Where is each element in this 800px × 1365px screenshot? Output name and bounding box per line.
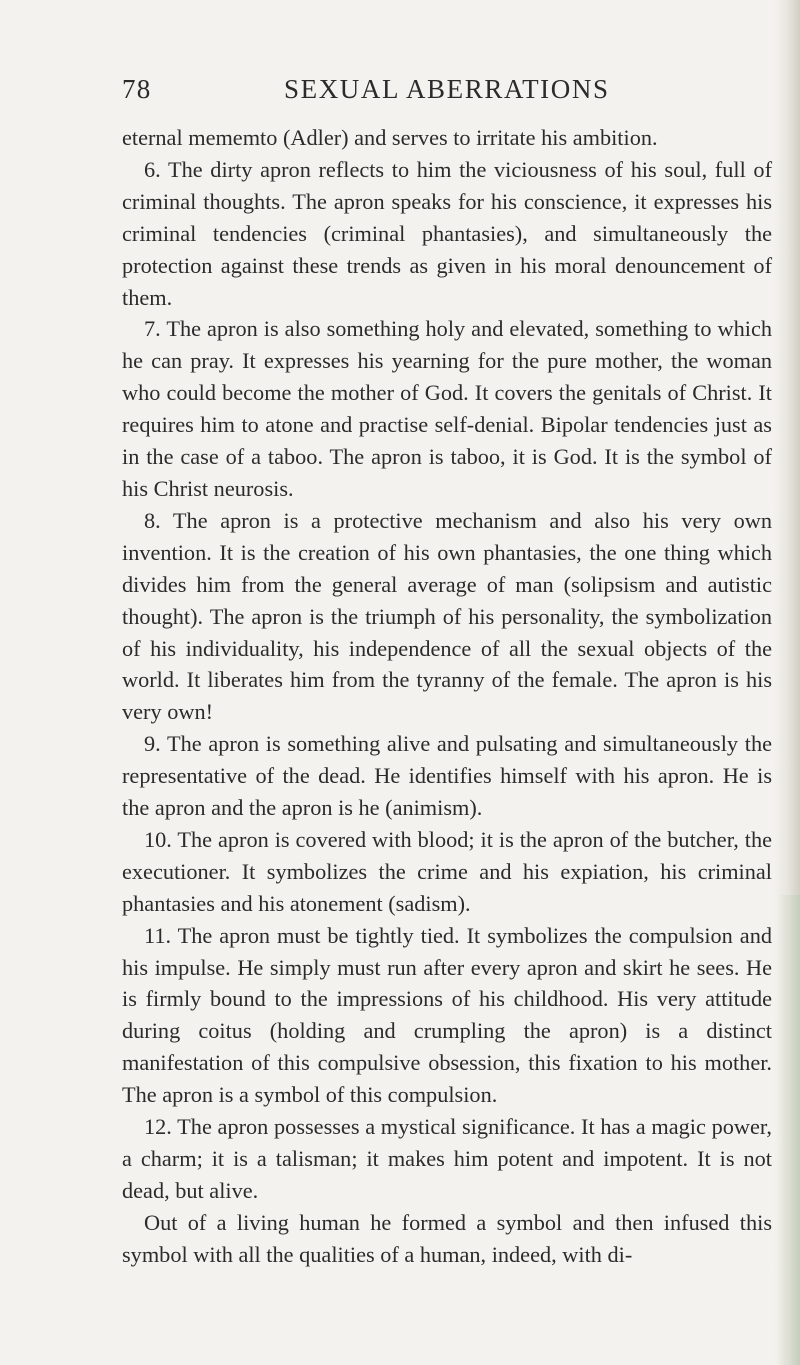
paragraph-item-8: 8. The apron is a protective mechanism and also his very own invention. It is the creation of his own phantasies, the one thing which divides him from the general average of man (solipsism and autistic thought). The apron is the triumph of his personality, the symbolization of his individuality, his independence of all the sexual objects of the world. It liberates him from the tyranny of the female. The apron is his very own! bbox=[122, 507, 772, 725]
paragraph-item-7: 7. The apron is also something holy and elevated, something to which he can pray. It expresses his yearning for the pure mother, the woman who could become the mother of God. It covers the genitals of Christ. It requires him to atone and practise self-denial. Bipolar tendencies just as in the case of a taboo. The apron is taboo, it is God. It is the symbol of his Christ neurosis. bbox=[122, 316, 772, 501]
page-number: 78 bbox=[122, 74, 152, 104]
body-text bbox=[122, 122, 772, 1271]
paragraph-item-6: 6. The dirty apron reflects to him the viciousness of his soul, full of criminal thoughts. The apron speaks for his conscience, it expresses his criminal tendencies (criminal phantasies), and simultaneously the protection against these trends as given in his moral denouncement of them. bbox=[122, 156, 772, 310]
page-header bbox=[122, 74, 762, 114]
paragraph-item-11: 11. The apron must be tightly tied. It symbolizes the compulsion and his impulse. He simply must run after every apron and skirt he sees. He is firmly bound to the impressions of his childhood. His very attitude during coitus (holding and crumpling the apron) is a distinct manifestation of this compulsive obsession, this fixation to his mother. The apron is a symbol of this compulsion. bbox=[122, 922, 772, 1108]
running-head: SEXUAL ABERRATIONS bbox=[284, 74, 610, 104]
paragraph-item-9: 9. The apron is something alive and pulsating and simultaneously the representative of the dead. He identifies himself with his apron. He is the apron and the apron is he (animism). bbox=[122, 731, 772, 821]
paragraph-item-10: 10. The apron is covered with blood; it is the apron of the butcher, the executioner. It symbolizes the crime and his expiation, his criminal phantasies and his atonement (sadism). bbox=[122, 826, 772, 916]
page-edge-stain bbox=[778, 895, 800, 1365]
paragraph-closing: Out of a living human he formed a symbol and then infused this symbol with all the qualities of a human, indeed, with di- bbox=[122, 1209, 772, 1267]
paragraph-continuation: eternal mememto (Adler) and serves to irritate his ambition. bbox=[122, 125, 658, 150]
paragraph-item-12: 12. The apron possesses a mystical significance. It has a magic power, a charm; it is a talisman; it makes him potent and impotent. It is not dead, but alive. bbox=[122, 1114, 772, 1203]
